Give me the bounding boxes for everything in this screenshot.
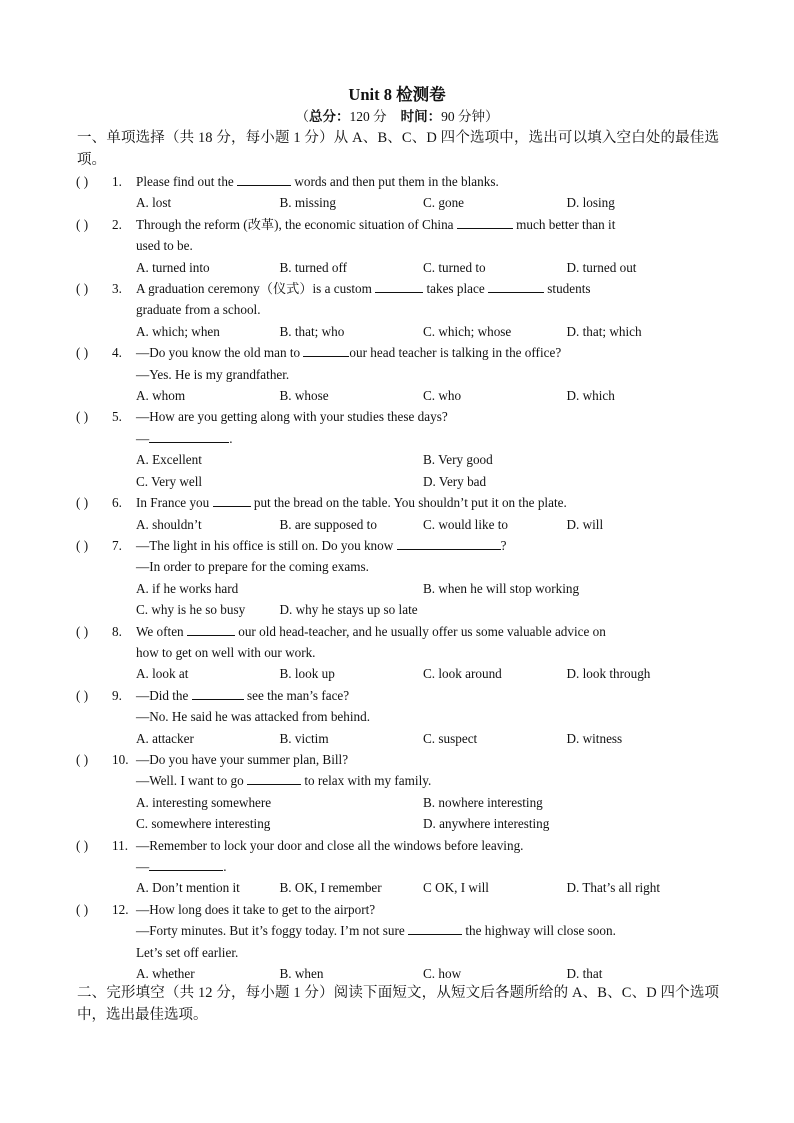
option-a[interactable]: A. whether xyxy=(136,966,195,982)
answer-bracket[interactable]: ( ) xyxy=(76,687,89,703)
question-stem-cont: —Yes. He is my grandfather. xyxy=(136,366,290,382)
question-number: 7. xyxy=(112,537,122,553)
answer-blank[interactable] xyxy=(488,278,544,293)
meta-open: （ xyxy=(295,109,309,124)
options xyxy=(76,321,718,342)
answer-blank[interactable] xyxy=(303,342,349,357)
option-d[interactable]: D. losing xyxy=(566,195,615,211)
question-2 xyxy=(76,214,718,278)
question-11 xyxy=(76,835,718,899)
options xyxy=(76,578,718,621)
option-a[interactable]: A. shouldn’t xyxy=(136,516,202,532)
question-stem-cont: — . xyxy=(76,428,718,449)
option-c[interactable]: C. Very well xyxy=(136,473,203,489)
options xyxy=(76,514,718,535)
time-value: 90 分钟 xyxy=(441,109,485,124)
answer-bracket[interactable]: ( ) xyxy=(76,174,89,189)
question-4 xyxy=(76,342,718,406)
options xyxy=(76,192,718,213)
question-8 xyxy=(76,621,718,685)
question-stem: Please find out the words and then put them in the blanks. xyxy=(136,171,718,192)
option-c[interactable]: C. how xyxy=(423,966,462,982)
answer-bracket[interactable]: ( ) xyxy=(76,901,89,917)
option-d[interactable]: D. look through xyxy=(566,666,651,682)
question-1 xyxy=(76,171,718,214)
question-stem-cont: graduate from a school. xyxy=(136,302,261,318)
answer-bracket[interactable]: ( ) xyxy=(76,281,89,297)
answer-blank[interactable] xyxy=(237,171,291,186)
option-b[interactable]: B. missing xyxy=(279,195,336,211)
option-b[interactable]: B. that; who xyxy=(279,323,345,339)
question-3 xyxy=(76,278,718,342)
option-a[interactable]: A. Excellent xyxy=(136,452,202,468)
option-c[interactable]: C. turned to xyxy=(423,259,486,275)
answer-blank[interactable] xyxy=(192,685,244,700)
option-d[interactable]: D. witness xyxy=(566,730,623,746)
option-b[interactable]: B. whose xyxy=(279,388,329,404)
option-c[interactable]: C. would like to xyxy=(423,516,508,532)
option-b[interactable]: B. turned off xyxy=(279,259,348,275)
question-stem-cont: used to be. xyxy=(136,238,193,254)
option-d[interactable]: D. why he stays up so late xyxy=(279,602,418,618)
option-b[interactable]: B. are supposed to xyxy=(279,516,377,532)
option-c[interactable]: C. somewhere interesting xyxy=(136,816,271,832)
option-c[interactable]: C. look around xyxy=(423,666,502,682)
answer-blank[interactable] xyxy=(213,492,251,507)
question-5 xyxy=(76,406,718,492)
option-a[interactable]: A. look at xyxy=(136,666,189,682)
question-stem: —How long does it take to get to the airport? xyxy=(136,901,376,917)
question-number: 10. xyxy=(112,751,129,767)
option-d[interactable]: D. anywhere interesting xyxy=(423,816,550,832)
option-d[interactable]: D. Very bad xyxy=(423,473,487,489)
option-a[interactable]: A. interesting somewhere xyxy=(136,794,272,810)
option-c[interactable]: C OK, I will xyxy=(423,880,489,896)
question-number: 3. xyxy=(112,281,122,297)
option-c[interactable]: C. who xyxy=(423,388,462,404)
question-stem: —Do you know the old man to our head teacher is talking in the office? xyxy=(136,342,718,363)
question-list xyxy=(76,171,718,984)
options xyxy=(76,963,718,984)
answer-blank[interactable] xyxy=(397,535,501,550)
answer-blank[interactable] xyxy=(408,920,462,935)
option-a[interactable]: A. attacker xyxy=(136,730,194,746)
answer-blank[interactable] xyxy=(149,856,223,871)
question-stem: We often our old head-teacher, and he usually offer us some valuable advice on xyxy=(136,621,718,642)
options xyxy=(76,728,718,749)
option-b[interactable]: B. when he will stop working xyxy=(423,580,580,596)
question-stem: In France you put the bread on the table. You shouldn’t put it on the plate. xyxy=(136,492,718,513)
exam-meta xyxy=(0,107,794,127)
question-stem-cont: —Well. I want to go to relax with my family. xyxy=(76,770,718,791)
section-1-instructions: 一、单项选择（共 18 分，每小题 1 分）从 A、B、C、D 四个选项中，选出可以填入空白处的最佳选项。 xyxy=(77,130,719,168)
question-number: 5. xyxy=(112,409,122,425)
question-number: 6. xyxy=(112,495,122,511)
options xyxy=(76,877,718,898)
question-number: 11. xyxy=(112,837,128,853)
option-c[interactable]: C. suspect xyxy=(423,730,478,746)
answer-bracket[interactable]: ( ) xyxy=(76,537,89,553)
question-9 xyxy=(76,685,718,749)
question-stem: —Remember to lock your door and close all the windows before leaving. xyxy=(136,837,524,853)
answer-bracket[interactable]: ( ) xyxy=(76,623,89,639)
question-10 xyxy=(76,749,718,835)
question-stem: —Did the see the man’s face? xyxy=(136,685,718,706)
meta-close: ） xyxy=(485,109,499,124)
option-b[interactable]: B. victim xyxy=(279,730,329,746)
answer-blank[interactable] xyxy=(457,214,513,229)
answer-bracket[interactable]: ( ) xyxy=(76,409,89,425)
question-stem-cont: — . xyxy=(76,856,718,877)
question-stem: —Do you have your summer plan, Bill? xyxy=(136,751,349,767)
answer-bracket[interactable]: ( ) xyxy=(76,345,89,361)
total-score-label: 总分： xyxy=(309,109,350,124)
question-stem: —The light in his office is still on. Do you know ? xyxy=(136,535,718,556)
option-d[interactable]: D. will xyxy=(566,516,604,532)
question-number: 12. xyxy=(112,901,129,917)
options xyxy=(76,257,718,278)
answer-blank[interactable] xyxy=(149,428,229,443)
option-d[interactable]: D. which xyxy=(566,388,615,404)
question-stem: —How are you getting along with your studies these days? xyxy=(136,409,448,425)
options xyxy=(76,792,718,835)
option-b[interactable]: B. when xyxy=(279,966,324,982)
answer-bracket[interactable]: ( ) xyxy=(76,751,89,767)
option-b[interactable]: B. look up xyxy=(279,666,335,682)
option-c[interactable]: C. why is he so busy xyxy=(136,602,246,618)
options xyxy=(76,663,718,684)
section-2-instructions: 二、完形填空（共 12 分，每小题 1 分）阅读下面短文，从短文后各题所给的 A、B、C、D 四个选项中，选出最佳选项。 xyxy=(77,985,719,1023)
question-number: 2. xyxy=(112,216,122,232)
option-d[interactable]: D. that xyxy=(566,966,603,982)
question-stem: A graduation ceremony（仪式）is a custom takes place students xyxy=(136,278,718,299)
total-score-value: 120 分 xyxy=(349,109,387,124)
question-number: 8. xyxy=(112,623,122,639)
option-a[interactable]: A. if he works hard xyxy=(136,580,239,596)
option-a[interactable]: A. turned into xyxy=(136,259,210,275)
question-stem-cont: —No. He said he was attacked from behind. xyxy=(136,709,371,725)
option-b[interactable]: B. Very good xyxy=(423,452,493,468)
question-stem-cont: Let’s set off earlier. xyxy=(136,944,239,960)
option-a[interactable]: A. which; when xyxy=(136,323,220,339)
option-b[interactable]: B. nowhere interesting xyxy=(423,794,543,810)
question-stem-cont: how to get on well with our work. xyxy=(136,644,316,660)
option-a[interactable]: A. whom xyxy=(136,388,186,404)
question-stem-cont: —Forty minutes. But it’s foggy today. I’m not sure the highway will close soon. xyxy=(76,920,718,941)
options xyxy=(76,385,718,406)
option-c[interactable]: C. which; whose xyxy=(423,323,512,339)
question-number: 9. xyxy=(112,687,122,703)
question-12 xyxy=(76,899,718,985)
question-6 xyxy=(76,492,718,535)
option-d[interactable]: D. That’s all right xyxy=(566,880,661,896)
answer-bracket[interactable]: ( ) xyxy=(76,216,89,232)
question-number: 1. xyxy=(112,174,122,189)
answer-bracket[interactable]: ( ) xyxy=(76,837,89,853)
page-title: Unit 8 检测卷 xyxy=(348,85,446,104)
answer-bracket[interactable]: ( ) xyxy=(76,495,89,511)
option-a[interactable]: A. lost xyxy=(136,195,172,211)
option-a[interactable]: A. Don’t mention it xyxy=(136,880,240,896)
question-stem-cont: —In order to prepare for the coming exams. xyxy=(136,559,369,575)
time-label: 时间： xyxy=(400,109,442,124)
question-stem: Through the reform (改革), the economic situation of China much better than it xyxy=(136,214,718,235)
option-c[interactable]: C. gone xyxy=(423,195,465,211)
answer-blank[interactable] xyxy=(375,278,423,293)
option-b[interactable]: B. OK, I remember xyxy=(279,880,382,896)
question-number: 4. xyxy=(112,345,122,361)
options xyxy=(76,449,718,492)
answer-blank[interactable] xyxy=(247,770,301,785)
question-7 xyxy=(76,535,718,621)
option-d[interactable]: D. that; which xyxy=(566,323,642,339)
option-d[interactable]: D. turned out xyxy=(566,259,637,275)
answer-blank[interactable] xyxy=(187,621,235,636)
